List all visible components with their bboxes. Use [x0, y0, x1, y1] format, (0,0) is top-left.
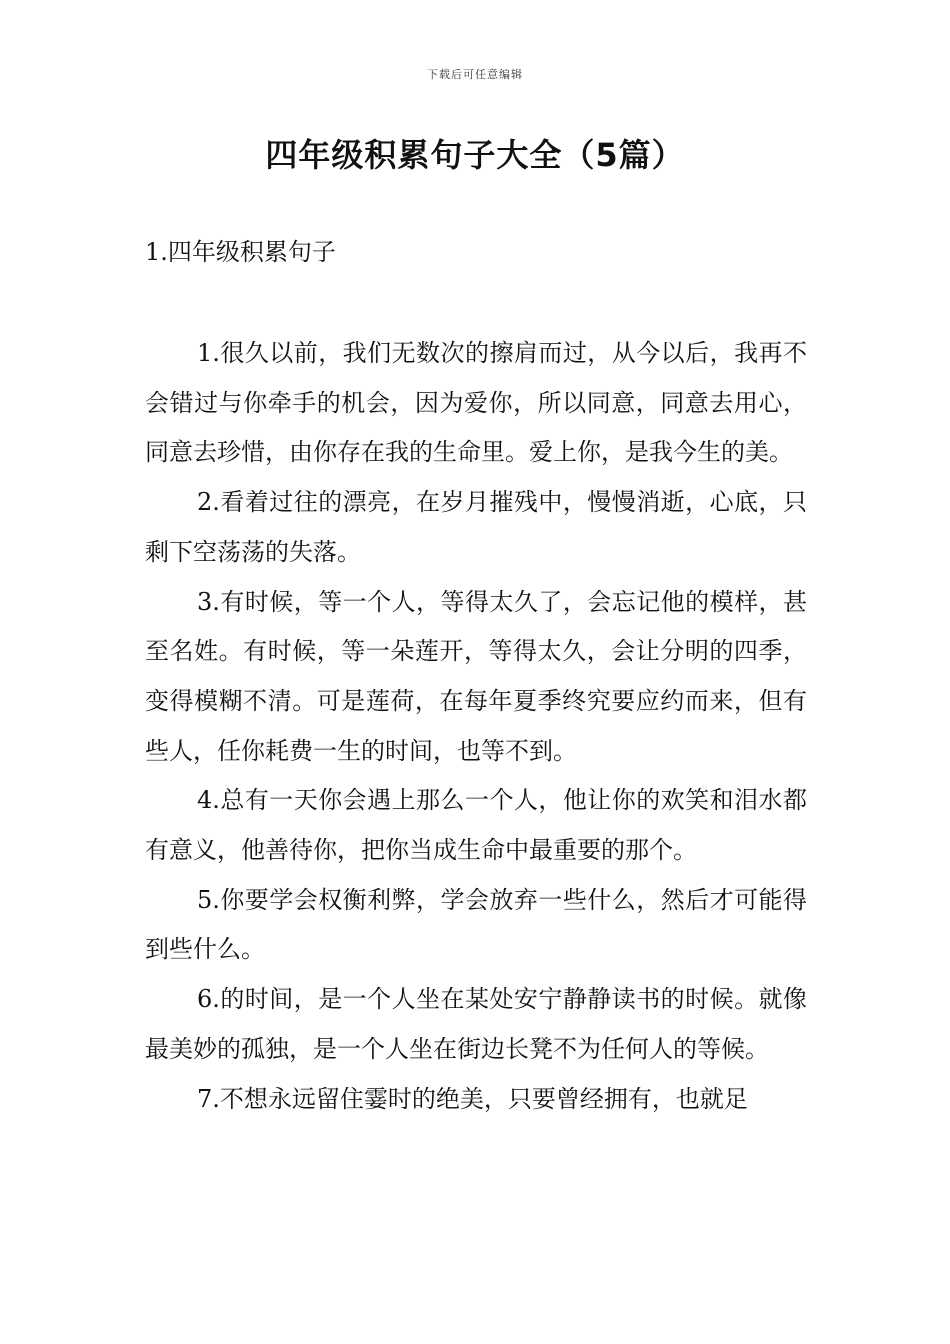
paragraph-7: 7.不想永远留住霎时的绝美，只要曾经拥有，也就足: [197, 1084, 748, 1113]
paragraph-1: 1.很久以前，我们无数次的擦肩而过，从今以后，我再不会错过与你牵手的机会，因为爱你，所以同意，同意去用心，同意去珍惜，由你存在我的生命里。爱上你，是我今生的美。: [145, 339, 807, 467]
document-title: 四年级积累句子大全（5篇）: [265, 136, 685, 174]
section-heading: 1.四年级积累句子: [145, 238, 336, 266]
paragraph-5: 5.你要学会权衡利弊，学会放弃一些什么，然后才可能得到些什么。: [145, 885, 807, 964]
document-body: [145, 329, 807, 1124]
paragraph-4: 4.总有一天你会遇上那么一个人，他让你的欢笑和泪水都有意义，他善待你，把你当成生命中最重要的那个。: [145, 786, 807, 865]
paragraph-2: 2.看着过往的漂亮，在岁月摧残中，慢慢消逝，心底，只剩下空荡荡的失落。: [145, 488, 807, 566]
paragraph-6: 6.的时间，是一个人坐在某处安宁静静读书的时候。就像最美妙的孤独，是一个人坐在街边长凳不为任何人的等候。: [145, 985, 807, 1063]
paragraph-3: 3.有时候，等一个人，等得太久了，会忘记他的模样，甚至名姓。有时候，等一朵莲开，等得太久，会让分明的四季，变得模糊不清。可是莲荷，在每年夏季终究要应约而来，但有些人，任你耗费一生的时间，也等不到。: [145, 587, 807, 765]
header-note: 下载后可任意编辑: [427, 68, 523, 81]
